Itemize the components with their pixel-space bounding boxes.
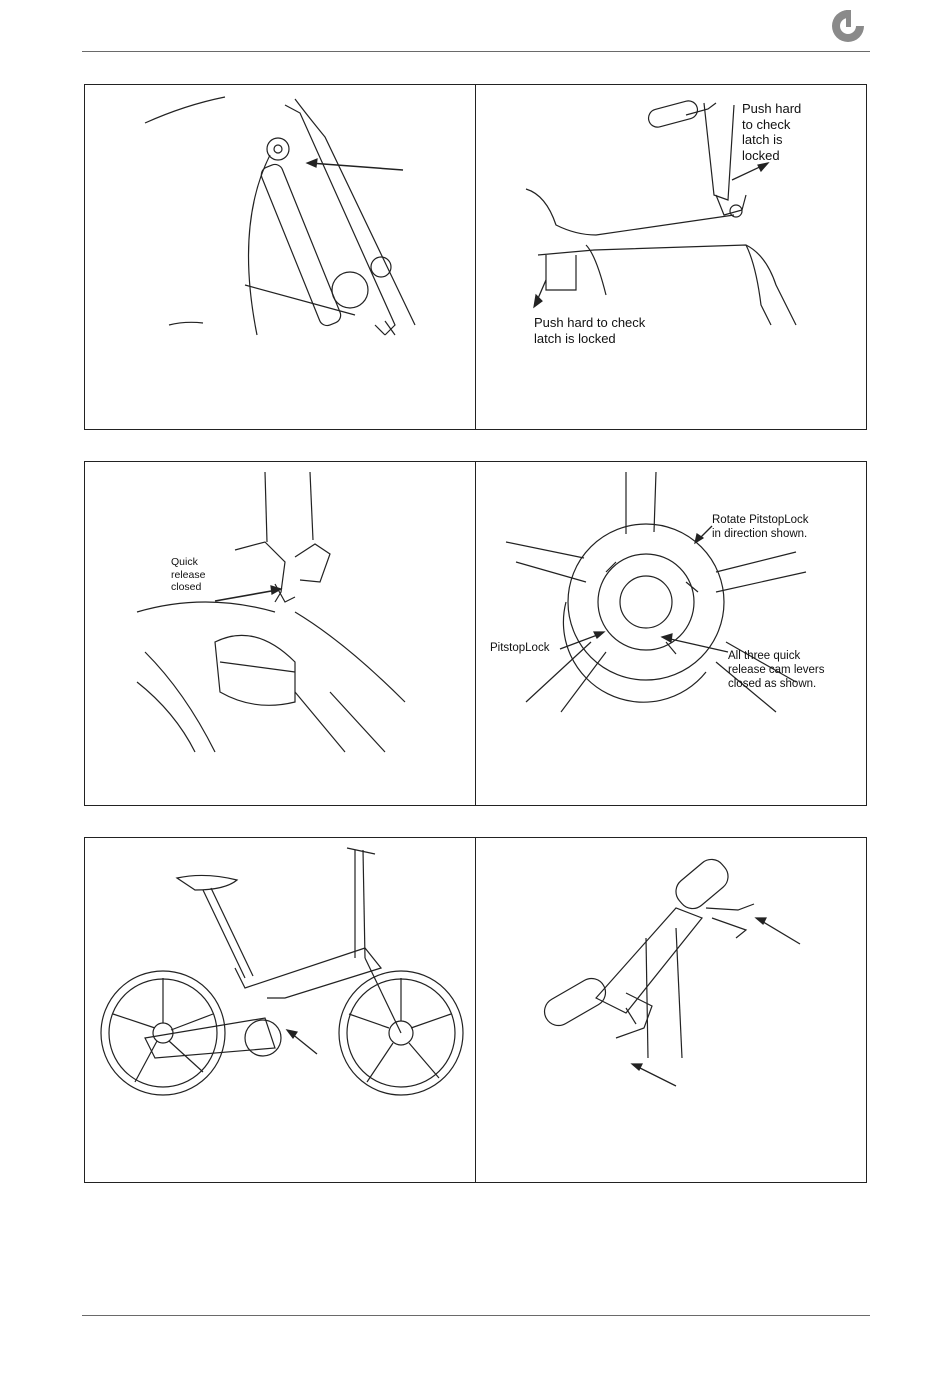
panel-seatpost-quick-release <box>84 461 476 806</box>
label-quick-release-closed: Quick release closed <box>171 556 206 594</box>
footer-rule <box>82 1315 870 1316</box>
panel-front-latches <box>475 84 867 430</box>
handlebar-illustration <box>476 838 867 1183</box>
seat-latch-illustration <box>85 85 476 430</box>
front-latches-illustration <box>476 85 867 430</box>
label-push-hard-bottom: Push hard to check latch is locked <box>534 315 646 346</box>
label-pitstoplock: PitstopLock <box>490 642 550 654</box>
header-rule <box>82 51 870 52</box>
panel-handlebar-brakes <box>475 837 867 1183</box>
label-cam-levers: All three quick release cam levers closed as shown. <box>728 650 825 690</box>
label-rotate-pitstoplock: Rotate PitstopLock in direction shown. <box>712 514 809 540</box>
panel-seat-latch <box>84 84 476 430</box>
label-push-hard-top: Push hard to check latch is locked <box>742 101 802 163</box>
quick-release-illustration <box>85 462 476 806</box>
power-logo-icon <box>828 6 868 46</box>
panel-pitstoplock <box>475 461 867 806</box>
panel-full-bike <box>84 837 476 1183</box>
bike-illustration <box>85 838 476 1183</box>
